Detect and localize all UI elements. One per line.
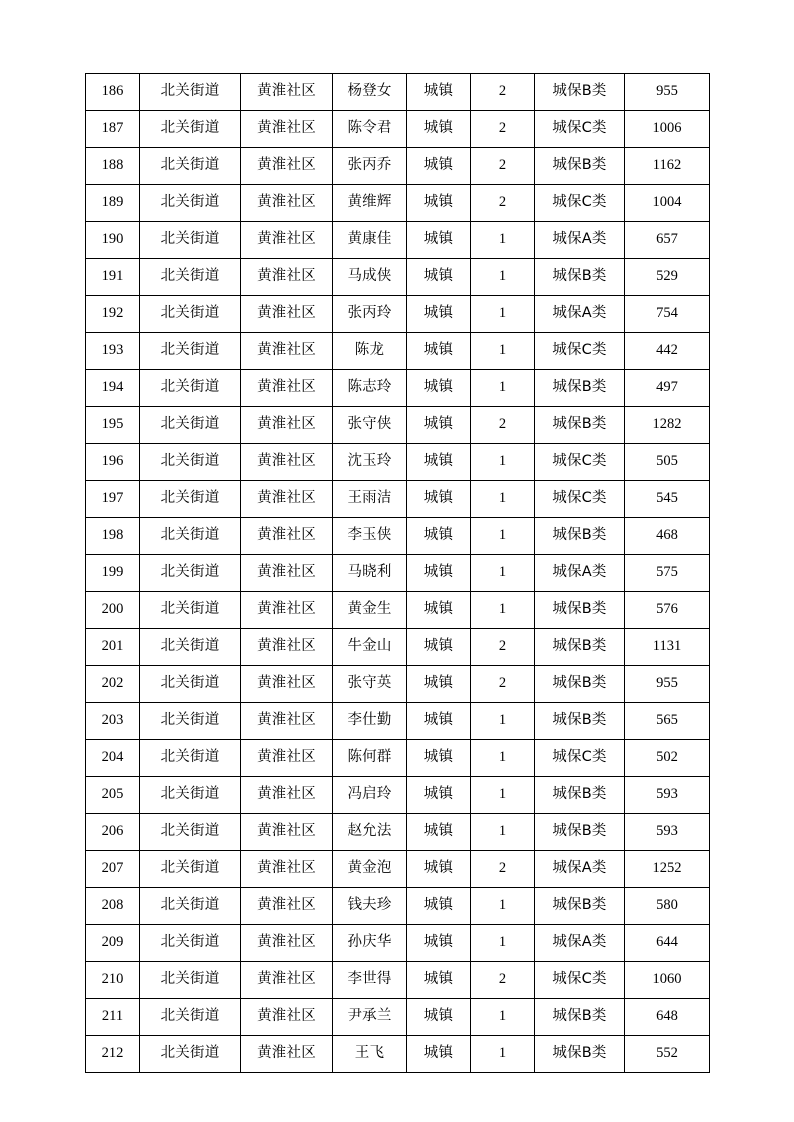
cell-count: 1	[471, 999, 535, 1036]
cell-count: 1	[471, 740, 535, 777]
cell-community: 黄淮社区	[241, 666, 333, 703]
cell-name: 王飞	[333, 1036, 407, 1073]
cell-community: 黄淮社区	[241, 333, 333, 370]
cell-category: 城保C类	[535, 333, 625, 370]
cell-community: 黄淮社区	[241, 259, 333, 296]
table-row	[86, 222, 710, 259]
cell-street: 北关街道	[140, 925, 241, 962]
cell-community: 黄淮社区	[241, 962, 333, 999]
cell-street: 北关街道	[140, 555, 241, 592]
cell-category: 城保B类	[535, 888, 625, 925]
cell-name: 张丙玲	[333, 296, 407, 333]
cell-seq: 198	[86, 518, 140, 555]
cell-street: 北关街道	[140, 333, 241, 370]
cell-community: 黄淮社区	[241, 999, 333, 1036]
cell-amount: 593	[625, 777, 710, 814]
cell-category: 城保A类	[535, 851, 625, 888]
cell-name: 张守英	[333, 666, 407, 703]
cell-street: 北关街道	[140, 592, 241, 629]
cell-name: 李玉侠	[333, 518, 407, 555]
cell-name: 钱夫珍	[333, 888, 407, 925]
cell-household: 城镇	[407, 74, 471, 111]
cell-count: 1	[471, 444, 535, 481]
cell-name: 赵允法	[333, 814, 407, 851]
cell-street: 北关街道	[140, 370, 241, 407]
table-row	[86, 74, 710, 111]
cell-count: 1	[471, 296, 535, 333]
cell-seq: 211	[86, 999, 140, 1036]
cell-street: 北关街道	[140, 481, 241, 518]
cell-household: 城镇	[407, 703, 471, 740]
cell-count: 1	[471, 259, 535, 296]
cell-amount: 497	[625, 370, 710, 407]
cell-seq: 210	[86, 962, 140, 999]
table-row	[86, 407, 710, 444]
cell-count: 1	[471, 777, 535, 814]
cell-category: 城保B类	[535, 518, 625, 555]
cell-seq: 203	[86, 703, 140, 740]
cell-count: 2	[471, 185, 535, 222]
cell-seq: 189	[86, 185, 140, 222]
cell-amount: 754	[625, 296, 710, 333]
cell-street: 北关街道	[140, 814, 241, 851]
table-row	[86, 962, 710, 999]
cell-community: 黄淮社区	[241, 518, 333, 555]
cell-count: 1	[471, 518, 535, 555]
cell-community: 黄淮社区	[241, 925, 333, 962]
cell-name: 李世得	[333, 962, 407, 999]
table-row	[86, 481, 710, 518]
cell-category: 城保C类	[535, 111, 625, 148]
cell-street: 北关街道	[140, 1036, 241, 1073]
cell-household: 城镇	[407, 222, 471, 259]
table-body	[86, 74, 710, 1073]
cell-count: 2	[471, 629, 535, 666]
cell-seq: 192	[86, 296, 140, 333]
cell-seq: 205	[86, 777, 140, 814]
cell-name: 陈令君	[333, 111, 407, 148]
cell-household: 城镇	[407, 999, 471, 1036]
table-row	[86, 888, 710, 925]
cell-seq: 190	[86, 222, 140, 259]
cell-household: 城镇	[407, 481, 471, 518]
cell-household: 城镇	[407, 444, 471, 481]
cell-street: 北关街道	[140, 629, 241, 666]
cell-seq: 196	[86, 444, 140, 481]
cell-count: 1	[471, 703, 535, 740]
cell-category: 城保B类	[535, 370, 625, 407]
cell-category: 城保A类	[535, 222, 625, 259]
table-row	[86, 296, 710, 333]
cell-community: 黄淮社区	[241, 888, 333, 925]
cell-name: 张守侠	[333, 407, 407, 444]
beneficiary-table	[85, 73, 710, 1073]
cell-category: 城保B类	[535, 629, 625, 666]
table-row	[86, 259, 710, 296]
cell-household: 城镇	[407, 370, 471, 407]
cell-street: 北关街道	[140, 111, 241, 148]
table-row	[86, 555, 710, 592]
cell-amount: 442	[625, 333, 710, 370]
cell-seq: 188	[86, 148, 140, 185]
cell-community: 黄淮社区	[241, 296, 333, 333]
cell-count: 1	[471, 481, 535, 518]
table-row	[86, 444, 710, 481]
table-row	[86, 925, 710, 962]
cell-name: 沈玉玲	[333, 444, 407, 481]
cell-community: 黄淮社区	[241, 592, 333, 629]
cell-seq: 207	[86, 851, 140, 888]
cell-household: 城镇	[407, 148, 471, 185]
cell-amount: 955	[625, 666, 710, 703]
table-row	[86, 1036, 710, 1073]
cell-count: 1	[471, 925, 535, 962]
cell-count: 2	[471, 74, 535, 111]
cell-category: 城保B类	[535, 148, 625, 185]
cell-street: 北关街道	[140, 740, 241, 777]
cell-street: 北关街道	[140, 259, 241, 296]
cell-category: 城保A类	[535, 925, 625, 962]
cell-household: 城镇	[407, 740, 471, 777]
cell-category: 城保A类	[535, 555, 625, 592]
cell-category: 城保C类	[535, 481, 625, 518]
cell-name: 黄维辉	[333, 185, 407, 222]
cell-name: 陈龙	[333, 333, 407, 370]
cell-street: 北关街道	[140, 296, 241, 333]
cell-seq: 212	[86, 1036, 140, 1073]
cell-household: 城镇	[407, 259, 471, 296]
cell-name: 马成侠	[333, 259, 407, 296]
cell-street: 北关街道	[140, 444, 241, 481]
cell-community: 黄淮社区	[241, 74, 333, 111]
cell-household: 城镇	[407, 629, 471, 666]
cell-amount: 1252	[625, 851, 710, 888]
table-row	[86, 629, 710, 666]
cell-street: 北关街道	[140, 185, 241, 222]
cell-community: 黄淮社区	[241, 111, 333, 148]
cell-amount: 1162	[625, 148, 710, 185]
cell-name: 马晓利	[333, 555, 407, 592]
cell-amount: 545	[625, 481, 710, 518]
cell-seq: 197	[86, 481, 140, 518]
cell-category: 城保B类	[535, 703, 625, 740]
cell-community: 黄淮社区	[241, 555, 333, 592]
table-row	[86, 999, 710, 1036]
table-row	[86, 666, 710, 703]
cell-seq: 209	[86, 925, 140, 962]
cell-community: 黄淮社区	[241, 407, 333, 444]
cell-seq: 204	[86, 740, 140, 777]
table-row	[86, 518, 710, 555]
cell-amount: 648	[625, 999, 710, 1036]
cell-street: 北关街道	[140, 999, 241, 1036]
cell-community: 黄淮社区	[241, 777, 333, 814]
cell-seq: 187	[86, 111, 140, 148]
cell-category: 城保B类	[535, 777, 625, 814]
cell-household: 城镇	[407, 518, 471, 555]
table-row	[86, 851, 710, 888]
cell-household: 城镇	[407, 185, 471, 222]
cell-amount: 580	[625, 888, 710, 925]
cell-street: 北关街道	[140, 666, 241, 703]
cell-count: 2	[471, 851, 535, 888]
cell-amount: 644	[625, 925, 710, 962]
cell-amount: 502	[625, 740, 710, 777]
cell-community: 黄淮社区	[241, 740, 333, 777]
cell-category: 城保C类	[535, 962, 625, 999]
cell-name: 陈志玲	[333, 370, 407, 407]
cell-seq: 202	[86, 666, 140, 703]
table-container	[85, 73, 709, 1073]
cell-community: 黄淮社区	[241, 148, 333, 185]
cell-category: 城保C类	[535, 185, 625, 222]
cell-count: 2	[471, 666, 535, 703]
cell-amount: 565	[625, 703, 710, 740]
cell-count: 2	[471, 111, 535, 148]
cell-name: 黄金生	[333, 592, 407, 629]
table-row	[86, 740, 710, 777]
cell-count: 1	[471, 888, 535, 925]
cell-amount: 593	[625, 814, 710, 851]
cell-amount: 529	[625, 259, 710, 296]
cell-category: 城保B类	[535, 1036, 625, 1073]
cell-count: 1	[471, 592, 535, 629]
cell-household: 城镇	[407, 592, 471, 629]
cell-count: 2	[471, 407, 535, 444]
cell-amount: 575	[625, 555, 710, 592]
cell-household: 城镇	[407, 777, 471, 814]
cell-count: 2	[471, 962, 535, 999]
cell-category: 城保A类	[535, 296, 625, 333]
cell-community: 黄淮社区	[241, 481, 333, 518]
cell-count: 1	[471, 555, 535, 592]
cell-community: 黄淮社区	[241, 444, 333, 481]
cell-household: 城镇	[407, 925, 471, 962]
cell-name: 杨登女	[333, 74, 407, 111]
cell-community: 黄淮社区	[241, 185, 333, 222]
table-row	[86, 703, 710, 740]
table-row	[86, 777, 710, 814]
cell-amount: 552	[625, 1036, 710, 1073]
cell-name: 冯启玲	[333, 777, 407, 814]
cell-category: 城保B类	[535, 814, 625, 851]
cell-community: 黄淮社区	[241, 851, 333, 888]
cell-community: 黄淮社区	[241, 814, 333, 851]
cell-category: 城保B类	[535, 592, 625, 629]
cell-count: 1	[471, 370, 535, 407]
cell-seq: 199	[86, 555, 140, 592]
cell-street: 北关街道	[140, 962, 241, 999]
cell-household: 城镇	[407, 555, 471, 592]
table-row	[86, 111, 710, 148]
cell-category: 城保B类	[535, 666, 625, 703]
cell-community: 黄淮社区	[241, 1036, 333, 1073]
cell-amount: 576	[625, 592, 710, 629]
cell-community: 黄淮社区	[241, 222, 333, 259]
cell-count: 1	[471, 333, 535, 370]
table-row	[86, 370, 710, 407]
cell-seq: 186	[86, 74, 140, 111]
cell-street: 北关街道	[140, 148, 241, 185]
cell-street: 北关街道	[140, 407, 241, 444]
cell-household: 城镇	[407, 1036, 471, 1073]
cell-household: 城镇	[407, 851, 471, 888]
cell-count: 2	[471, 148, 535, 185]
cell-amount: 1060	[625, 962, 710, 999]
cell-amount: 468	[625, 518, 710, 555]
cell-category: 城保C类	[535, 740, 625, 777]
table-row	[86, 185, 710, 222]
cell-category: 城保B类	[535, 259, 625, 296]
cell-name: 黄金泡	[333, 851, 407, 888]
cell-household: 城镇	[407, 333, 471, 370]
cell-amount: 955	[625, 74, 710, 111]
cell-name: 牛金山	[333, 629, 407, 666]
table-row	[86, 148, 710, 185]
cell-name: 李仕勤	[333, 703, 407, 740]
cell-name: 王雨洁	[333, 481, 407, 518]
cell-name: 张丙乔	[333, 148, 407, 185]
cell-seq: 201	[86, 629, 140, 666]
cell-amount: 1282	[625, 407, 710, 444]
table-row	[86, 592, 710, 629]
cell-street: 北关街道	[140, 888, 241, 925]
cell-amount: 657	[625, 222, 710, 259]
cell-seq: 206	[86, 814, 140, 851]
cell-household: 城镇	[407, 407, 471, 444]
cell-amount: 1131	[625, 629, 710, 666]
cell-household: 城镇	[407, 666, 471, 703]
cell-name: 黄康佳	[333, 222, 407, 259]
cell-seq: 194	[86, 370, 140, 407]
cell-seq: 195	[86, 407, 140, 444]
cell-category: 城保B类	[535, 999, 625, 1036]
cell-street: 北关街道	[140, 74, 241, 111]
cell-street: 北关街道	[140, 851, 241, 888]
cell-category: 城保B类	[535, 74, 625, 111]
cell-name: 孙庆华	[333, 925, 407, 962]
cell-seq: 208	[86, 888, 140, 925]
cell-household: 城镇	[407, 962, 471, 999]
cell-household: 城镇	[407, 296, 471, 333]
table-row	[86, 333, 710, 370]
cell-street: 北关街道	[140, 703, 241, 740]
cell-street: 北关街道	[140, 222, 241, 259]
cell-category: 城保B类	[535, 407, 625, 444]
cell-household: 城镇	[407, 111, 471, 148]
cell-seq: 193	[86, 333, 140, 370]
cell-community: 黄淮社区	[241, 370, 333, 407]
cell-category: 城保C类	[535, 444, 625, 481]
cell-name: 尹承兰	[333, 999, 407, 1036]
cell-amount: 1006	[625, 111, 710, 148]
cell-count: 1	[471, 814, 535, 851]
cell-name: 陈何群	[333, 740, 407, 777]
cell-seq: 191	[86, 259, 140, 296]
cell-amount: 505	[625, 444, 710, 481]
cell-count: 1	[471, 1036, 535, 1073]
cell-household: 城镇	[407, 888, 471, 925]
cell-community: 黄淮社区	[241, 629, 333, 666]
cell-count: 1	[471, 222, 535, 259]
table-row	[86, 814, 710, 851]
cell-community: 黄淮社区	[241, 703, 333, 740]
cell-street: 北关街道	[140, 518, 241, 555]
cell-street: 北关街道	[140, 777, 241, 814]
cell-seq: 200	[86, 592, 140, 629]
cell-household: 城镇	[407, 814, 471, 851]
cell-amount: 1004	[625, 185, 710, 222]
